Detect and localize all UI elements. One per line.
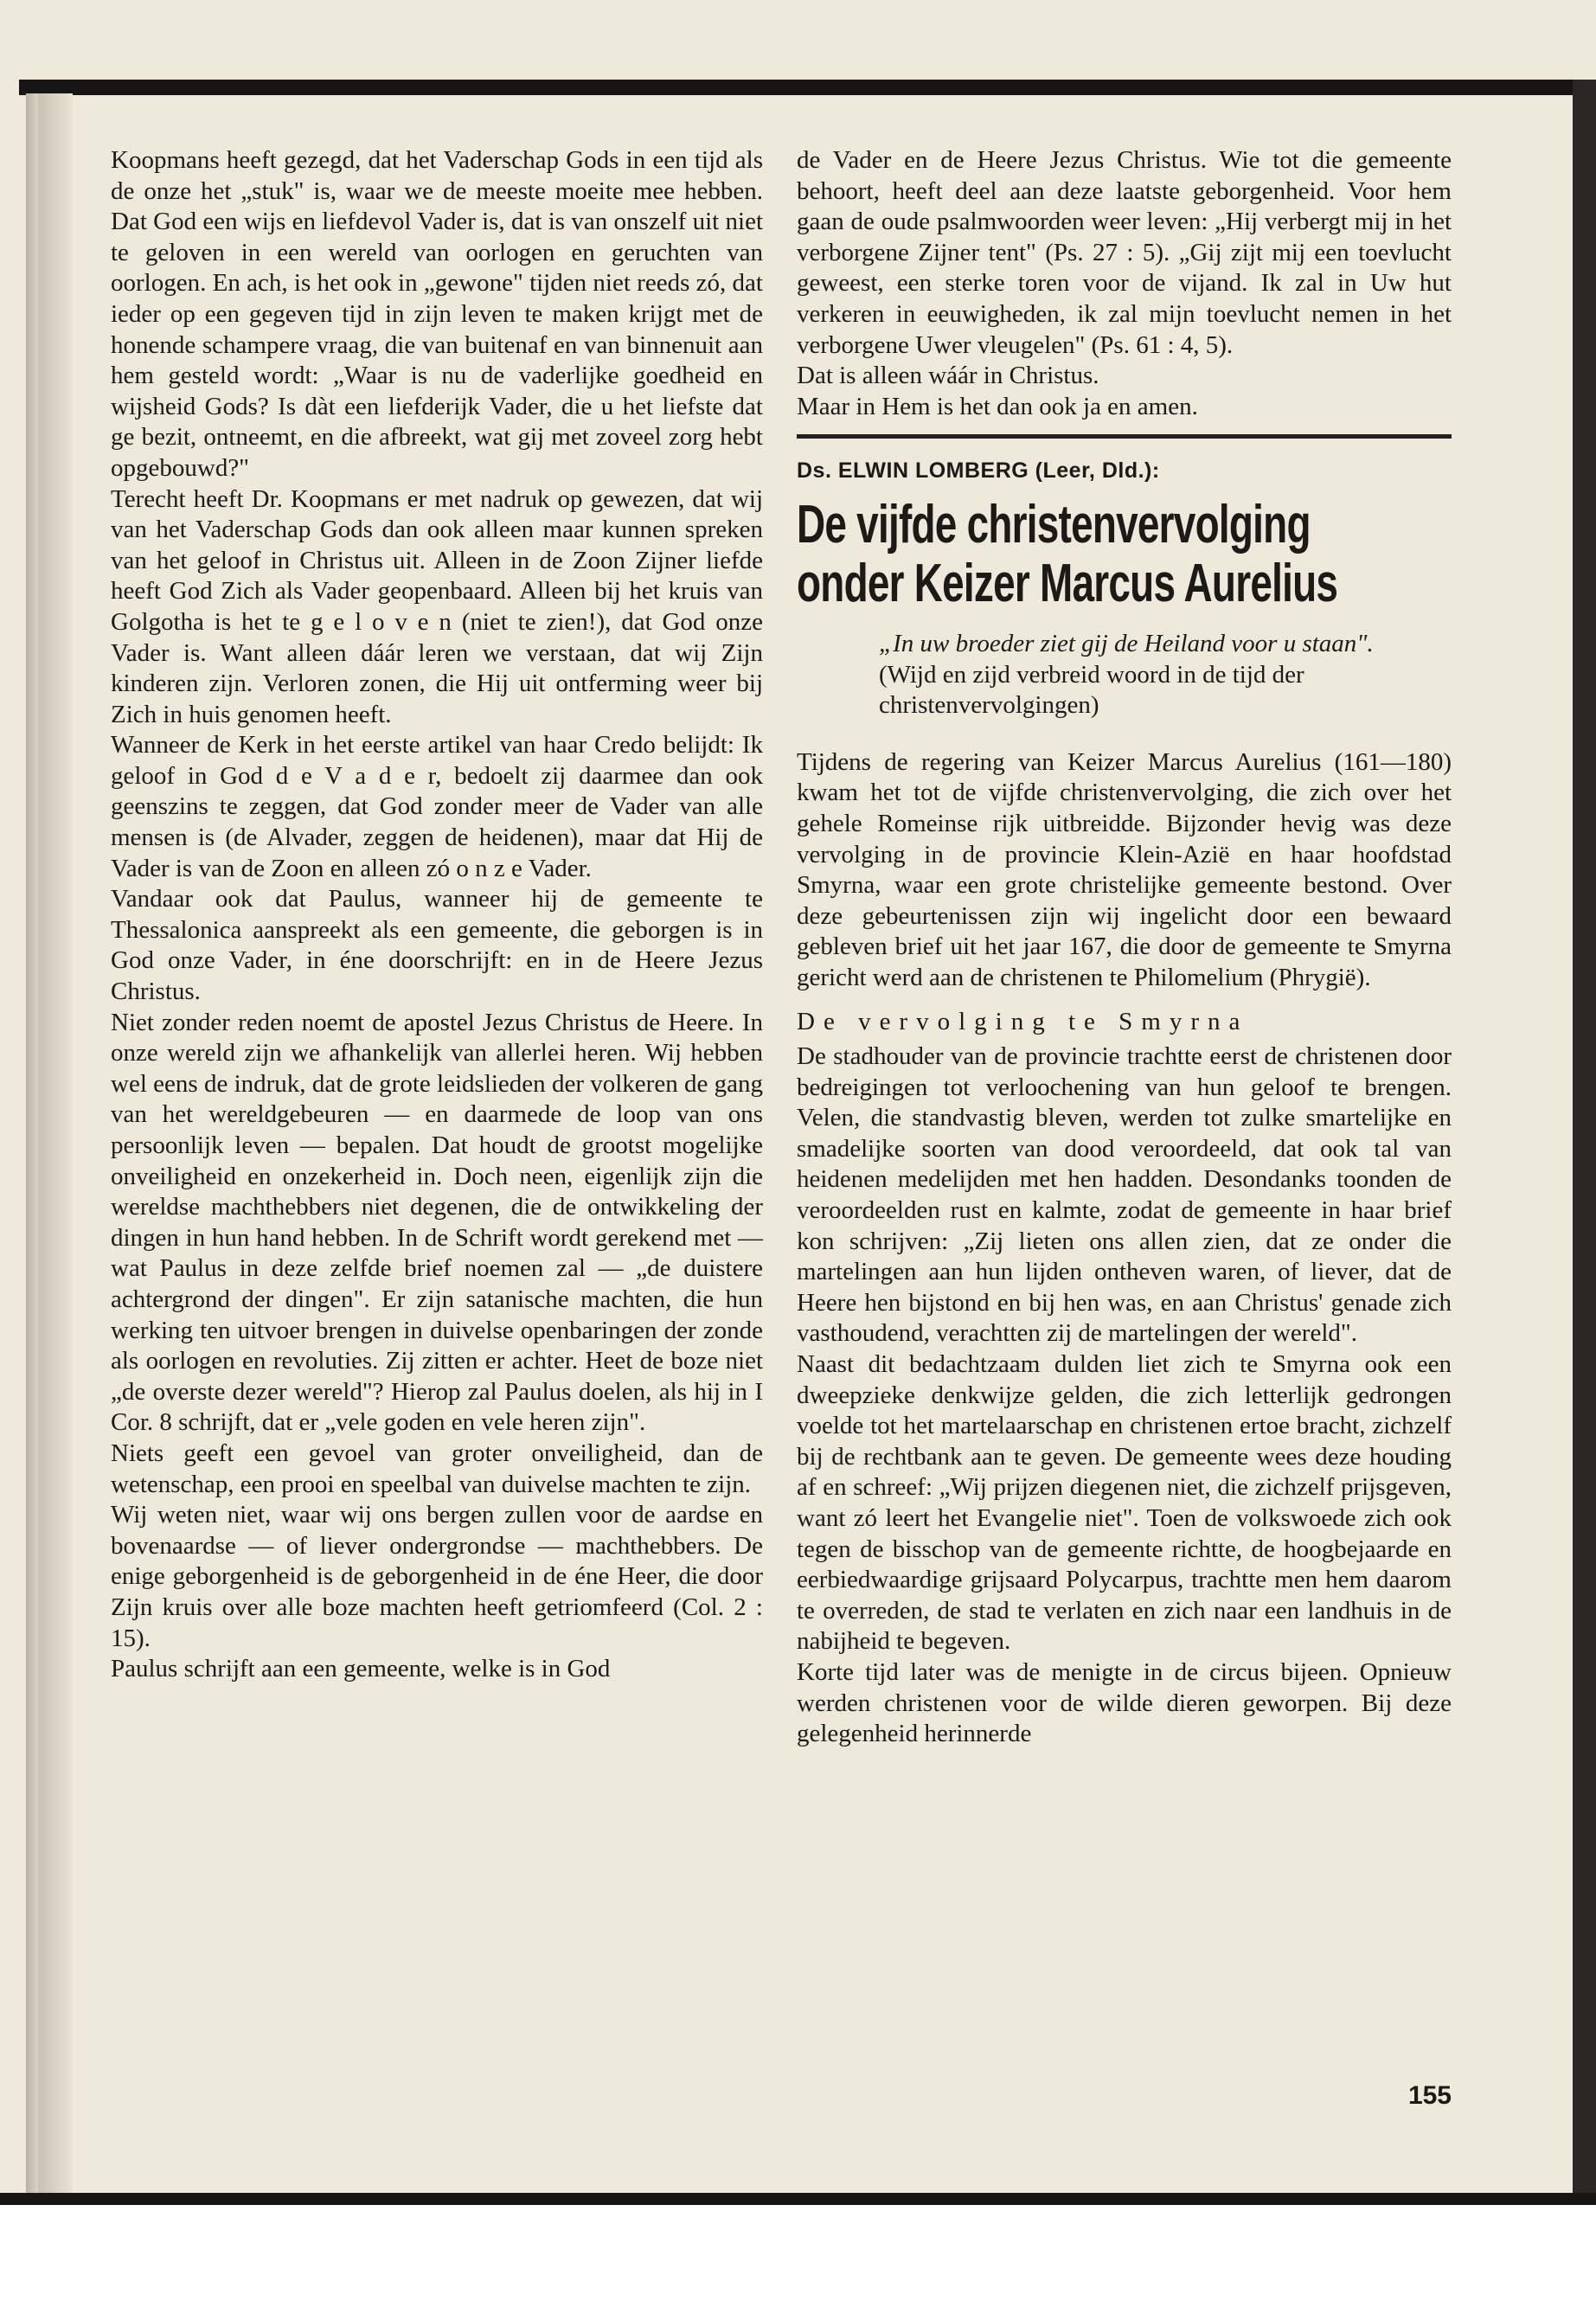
paragraph: De stadhouder van de provincie trachtte eerst de christenen door bedreigingen tot verloochening van hun geloof te brengen. Velen, die standvastig bleven, werden tot zulke smartelijke en smadelijke soorten van dood veroordeeld, dat ook tal van heidenen medelijden met hen hadden. Desondanks toonden de veroordeelden rust en kalmte, zodat de gemeente in haar brief kon schrijven: „Zij lieten ons allen zien, dat ze onder die martelingen aan hun lijden ontheven waren, of liever, dat de Heere hen bijstond en bij hen was, en aan Christus' genade zich vasthoudend, verachtten zij de martelingen der wereld". <box>797 1042 1452 1348</box>
page-number: 155 <box>1407 2081 1452 2110</box>
paragraph: Wij weten niet, waar wij ons bergen zullen voor de aardse en bovenaardse — of liever ondergrondse — machthebbers. De enige geborgenheid is de geborgenheid in de éne Heer, die door Zijn kruis over alle boze machten heeft getriomfeerd (Col. 2 : 15). <box>111 1501 763 1652</box>
article-subheading: De vervolging te Smyrna <box>797 1008 1249 1036</box>
paragraph: Paulus schrijft aan een gemeente, welke is in God <box>111 1655 611 1683</box>
section-divider <box>797 434 1452 439</box>
right-column <box>797 145 1452 1750</box>
scan-background <box>0 2205 1596 2301</box>
page-gutter <box>38 93 73 2195</box>
headline-line: onder Keizer Marcus Aurelius <box>797 553 1338 613</box>
book-edge-right <box>1573 80 1596 2205</box>
article-headline <box>797 496 1437 613</box>
paragraph: Vandaar ook dat Paulus, wanneer hij de gemeente te Thessalonica aanspreekt als een gemeente, die geborgen is in God onze Vader, in éne doorschrijft: en in de Heere Jezus Christus. <box>111 885 763 1006</box>
paragraph: Koopmans heeft gezegd, dat het Vaderschap Gods in een tijd als de onze het „stuk" is, waar we de meeste moeite mee hebben. Dat God een wijs en liefdevol Vader is, dat is van onszelf uit niet te geloven in een wereld van oorlogen en geruchten van oorlogen. En ach, is het ook in „gewone" tijden niet reeds zó, dat ieder op een gegeven tijd in zijn leven te maken krijgt met de honende schampere vraag, die van buitenaf en van binnenuit aan hem gesteld wordt: „Waar is nu de vaderlijke goedheid en wijsheid Gods? Is dàt een liefderijk Vader, die u het liefste dat ge bezit, ontneemt, en die afbreekt, wat gij met zoveel zorg hebt opgebouwd?" <box>111 146 763 482</box>
motto-note: (Wijd en zijd verbreid woord in de tijd der christenvervolgingen) <box>879 660 1304 720</box>
page-edge-left <box>26 93 38 2195</box>
article-intro: Tijdens de regering van Keizer Marcus Aurelius (161—180) kwam het tot de vijfde christenvervolging, die zich over het gehele Romeinse rijk uitbreidde. Bijzonder hevig was deze vervolging in de provincie Klein-Azië en haar hoofdstad Smyrna, waar een grote christelijke gemeente bestond. Over deze gebeurtenissen zijn wij ingelicht door een bewaard gebleven brief uit het jaar 167, die door de gemeente te Smyrna gericht werd aan de christenen te Philomelium (Phrygië). <box>797 747 1452 991</box>
paragraph: Niet zonder reden noemt de apostel Jezus Christus de Heere. In onze wereld zijn we afhankelijk van allerlei heren. Wij hebben wel eens de indruk, dat de grote leidslieden der volkeren de gang van het wereldgebeuren — en daarmede de loop van ons persoonlijk leven — bepalen. Dat houdt de grootst mogelijke onveiligheid en onzekerheid in. Doch neen, eigenlijk zijn die wereldse machthebbers niet degenen, die de ontwikkeling der dingen in hun hand hebben. In de Schrift wordt gerekend met — wat Paulus in deze zelfde brief noemen zal — „de duistere achtergrond der dingen". Er zijn satanische machten, die hun werking ten uitvoer brengen in duivelse openbaringen der zonde als oorlogen en revoluties. Zij zitten er achter. Heet de boze niet „de overste dezer wereld"? Hierop zal Paulus doelen, als hij in I Cor. 8 schrijft, dat er „vele goden en vele heren zijn". <box>111 1008 763 1437</box>
book-edge-top <box>19 80 1596 95</box>
paragraph: Korte tijd later was de menigte in de circus bijeen. Opnieuw werden christenen voor de wilde dieren geworpen. Bij deze gelegenheid herinnerde <box>797 1657 1452 1748</box>
motto-quote: „In uw broeder ziet gij de Heiland voor u staan". <box>879 629 1374 657</box>
article-motto <box>797 629 1452 721</box>
paragraph: Wanneer de Kerk in het eerste artikel van haar Credo belijdt: Ik geloof in God d e V a d e r, bedoelt zij daarmee dan ook geenszins te zeggen, dat God zonder meer de Vader van alle mensen is (de Alvader, zeggen de heidenen), maar dat Hij de Vader is van de Zoon en alleen zó o n z e Vader. <box>111 731 763 882</box>
paragraph: Naast dit bedachtzaam dulden liet zich te Smyrna ook een dweepzieke denkwijze gelden, die zich letterlijk gedrongen voelde tot het martelaarschap en christenen ertoe bracht, zichzelf bij de rechtbank aan te geven. De gemeente wees deze houding af en schreef: „Wij prijzen diegenen niet, die zichzelf prijsgeven, want zó leert het Evangelie niet". Toen de volkswoede zich ook tegen de bisschop van de gemeente richtte, de hoogbejaarde en eerbiedwaardige grijsaard Polycarpus, trachtte men hem daarom te overreden, de stad te verlaten en zich naar een landhuis in de nabijheid te begeven. <box>797 1350 1452 1656</box>
left-column <box>111 145 763 1685</box>
headline-line: De vijfde christenvervolging <box>797 494 1311 554</box>
paragraph: Niets geeft een gevoel van groter onveiligheid, dan de wetenschap, een prooi en speelbal van duivelse machten te zijn. <box>111 1439 763 1498</box>
paragraph: Maar in Hem is het dan ook ja en amen. <box>797 392 1198 420</box>
article-byline: Ds. ELWIN LOMBERG (Leer, Dld.): <box>797 458 1160 484</box>
book-edge-bottom <box>0 2193 1596 2205</box>
paragraph: de Vader en de Heere Jezus Christus. Wie tot die gemeente behoort, heeft deel aan deze laatste geborgenheid. Voor hem gaan de oude psalmwoorden weer leven: „Hij verbergt mij in het verborgene Zijner tent" (Ps. 27 : 5). „Gij zijt mij een toevlucht geweest, een sterke toren voor de vijand. Ik zal in Uw hut verkeren in eeuwigheden, ik zal mijn toevlucht nemen in het verborgene Uwer vleugelen" (Ps. 61 : 4, 5). <box>797 146 1452 359</box>
paragraph: Dat is alleen wáár in Christus. <box>797 362 1099 390</box>
paragraph: Terecht heeft Dr. Koopmans er met nadruk op gewezen, dat wij van het Vaderschap Gods dan ook alleen maar kunnen spreken van het geloof in Christus uit. Alleen in de Zoon Zijner liefde heeft God Zich als Vader geopenbaard. Alleen bij het kruis van Golgotha is het te g e l o v e n (niet te zien!), dat God onze Vader is. Want alleen dáár leren we verstaan, dat wij Zijn kinderen zijn. Verloren zonen, die Hij uit ontferming weer bij Zich in huis genomen heeft. <box>111 484 763 728</box>
